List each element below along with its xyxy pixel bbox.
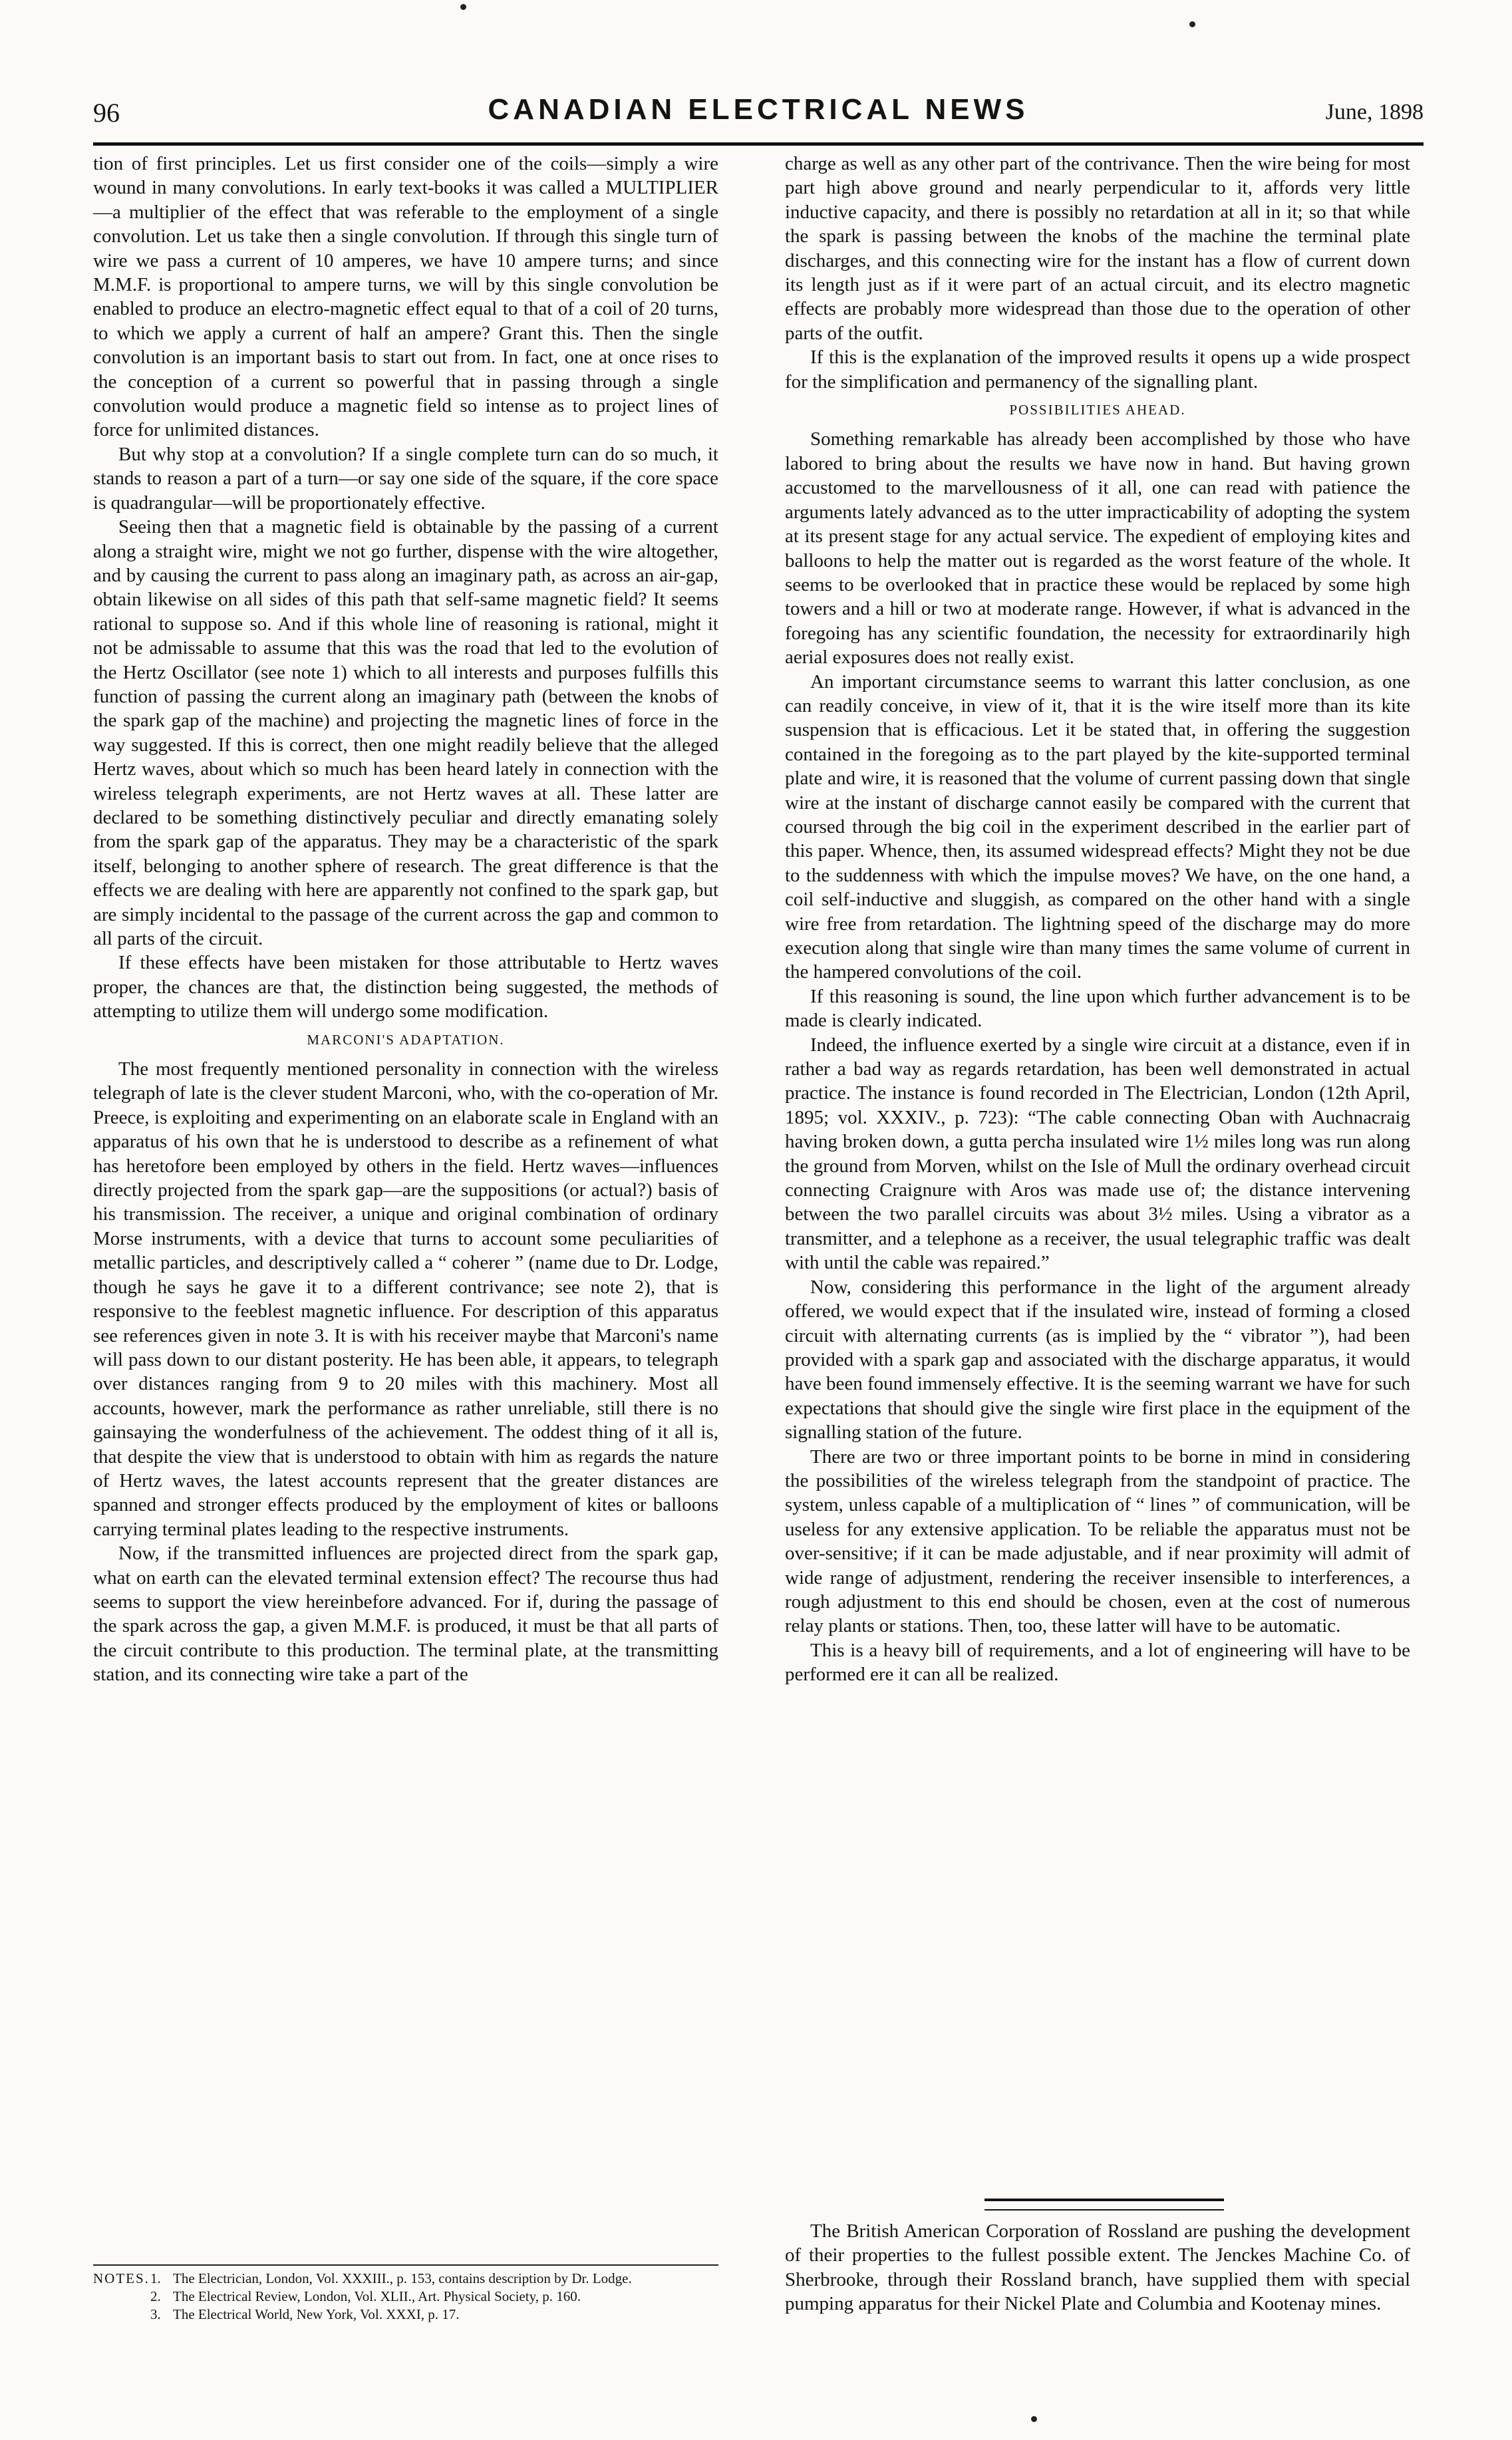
footnote-text: The Electrical Review, London, Vol. XLII., Art. Physical Society, p. 160.	[173, 2288, 581, 2304]
paragraph: Indeed, the influence exerted by a single wire circuit at a distance, even if in rather a bad way as regards retardation, has been well demonstrated in actual practice. The instance is found recorded in The Electrician, London (12th April, 1895; vol. XXXIV., p. 723): “The cable connecting Oban with Auchnacraig having broken down, a gutta percha insulated wire 1½ miles long was run along the ground from Morven, whilst on the Isle of Mull the ordinary overhead circuit connecting Craignure with Aros was made use of; the distance intervening between the two parallel circuits was about 3½ miles. Using a vibrator as a transmitter, and a telephone as a receiver, the usual telegraphic traffic was dealt with until the cable was repaired.”	[785, 1034, 1410, 1274]
paragraph: tion of first principles. Let us first consider one of the coils—simply a wire wound in many convolutions. In early text-books it was called a MULTIPLIER—a multiplier of the effect that was referable to the employment of a single convolution. Let us take then a single convolution. If through this single turn of wire we pass a current of 10 amperes, we have 10 ampere turns; and since M.M.F. is proportional to ampere turns, we will by this single convolution be enabled to produce an electro-magnetic effect equal to that of a coil of 20 turns, to which we apply a current of half an ampere? Grant this. Then the single convolution is an important basis to start out from. In fact, one at once rises to the conception of a current so powerful that in passing through a single convolution would produce a magnetic field so intense as to project lines of force for unlimited distances.	[93, 153, 718, 441]
paragraph: If this is the explanation of the improved results it opens up a wide prospect for the simplification and permanency of the signalling plant.	[785, 347, 1410, 392]
paragraph: But why stop at a convolution? If a single complete turn can do so much, it stands to reason a part of a turn—or say one side of the square, if the core space is quadrangular—will be proportionately effective.	[93, 443, 718, 514]
footnote-number: 1.	[150, 2270, 161, 2286]
paragraph: Now, if the transmitted influences are projected direct from the spark gap, what on earth can the elevated terminal extension effect? The recourse thus had seems to support the view hereinbefore advanced. For if, during the passage of the spark across the gap, a given M.M.F. is produced, it must be that all parts of the circuit contribute to this production. The terminal plate, at the transmitting station, and its connecting wire take a part of the	[93, 1543, 718, 1686]
paragraph: There are two or three important points to be borne in mind in considering the possibilities of the wireless telegraph from the standpoint of practice. The system, unless capable of a multiplication of “ lines ” of communication, will be useless for any extensive application. To be reliable the apparatus must not be over-sensitive; if it can be made adjustable, and if near proximity will admit of wide range of adjustment, rendering the receiver insensible to interferences, a rough adjustment to this end should be chosen, even at the cost of numerous relay plants or stations. Then, too, these latter will have to be automatic.	[785, 1446, 1410, 1637]
footnote-number: 2.	[150, 2288, 161, 2304]
news-item	[785, 2219, 1410, 2316]
section-heading: POSSIBILITIES AHEAD.	[1009, 402, 1186, 418]
paragraph: The most frequently mentioned personality in connection with the wireless telegraph of late is the clever student Marconi, who, with the co-operation of Mr. Preece, is exploiting and experimenting on an elaborate scale in England with an apparatus of his own that he is understood to describe as a refinement of what has heretofore been employed by others in the field. Hertz waves—influences directly projected from the spark gap—are the suppositions (or actual?) basis of his transmission. The receiver, a unique and original combination of ordinary Morse instruments, with a device that turns to account some peculiarities of metallic particles, and descriptively called a “ coherer ” (name due to Dr. Lodge, though he says he gave it to a different contrivance; see note 2), that is responsive to the feeblest magnetic influence. For description of this apparatus see references given in note 3. It is with his receiver maybe that Marconi's name will pass down to our distant posterity. He has been able, it appears, to telegraph over distances ranging from 9 to 20 miles with this machinery. Most all accounts, however, mark the performance as rather unreliable, still there is no gainsaying the wonderfulness of the achievement. The oddest thing of it all is, that despite the view that is understood to obtain with him as regards the nature of Hertz waves, the latest accounts represent that the greater distances are spanned and stronger effects produced by the employment of kites or balloons carrying terminal plates leading to the respective instruments.	[93, 1058, 718, 1540]
footnote-number: 3.	[150, 2306, 161, 2322]
ink-speck	[1189, 21, 1195, 27]
footnote	[93, 2288, 718, 2306]
issue-date: June, 1898	[1325, 100, 1424, 124]
footnote	[93, 2270, 718, 2288]
paragraph: An important circumstance seems to warrant this latter conclusion, as one can readily conceive, in view of it, that it is the wire itself more than its kite suspension that is efficacious. Let it be stated that, in offering the suggestion contained in the foregoing as to the part played by the kite-supported terminal plate and wire, it is reasoned that the volume of current passing down that single wire at the instant of discharge cannot easily be compared with the current that coursed through the big coil in the experiment described in the earlier part of this paper. Whence, then, its assumed widespread effects? Might they not be due to the suddenness with which the impulse moves? We have, on the one hand, a coil self-inductive and sluggish, as compared on the other hand with a single wire free from retardation. The lightning speed of the discharge may do more execution along that single wire than many times the same volume of current in the hampered convolutions of the coil.	[785, 671, 1410, 983]
footnote-text: The Electrician, London, Vol. XXXIII., p. 153, contains description by Dr. Lodge.	[173, 2270, 632, 2286]
paragraph: The British American Corporation of Rossland are pushing the development of their properties to the fullest possible extent. The Jenckes Machine Co. of Sherbrooke, through their Rossland branch, have supplied them with special pumping apparatus for their Nickel Plate and Columbia and Kootenay mines.	[785, 2220, 1410, 2315]
left-column	[93, 152, 718, 1687]
paragraph: Seeing then that a magnetic field is obtainable by the passing of a current along a straight wire, might we not go further, dispense with the wire altogether, and by causing the current to pass along an imaginary path, as across an air-gap, obtain likewise on all sides of this path that self-same magnetic field? It seems rational to suppose so. And if this whole line of reasoning is rational, might it not be admissable to assume that this was the road that led to the evolution of the Hertz Oscillator (see note 1) which to all interests and purposes fulfills this function of passing the current along an imaginary path (between the knobs of the spark gap of the machine) and projecting the magnetic lines of force in the way suggested. If this is correct, then one might readily believe that the alleged Hertz waves, about which so much has been heard lately in connection with the wireless telegraph experiments, are not Hertz waves at all. These latter are declared to be something distinctively peculiar and directly emanating solely from the spark gap of the apparatus. They may be a characteristic of the spark itself, belonging to another sphere of research. The great difference is that the effects we are dealing with here are apparently not confined to the spark gap, but are simply incidental to the passage of the current across the gap and common to all parts of the circuit.	[93, 516, 718, 949]
paragraph: If this reasoning is sound, the line upon which further advancement is to be made is clearly indicated.	[785, 985, 1410, 1032]
running-title: CANADIAN ELECTRICAL NEWS	[488, 93, 1029, 126]
footnote-rule	[93, 2264, 718, 2266]
paragraph: This is a heavy bill of requirements, and a lot of engineering will have to be performed ere it can all be realized.	[785, 1639, 1410, 1686]
page-header	[93, 92, 1424, 138]
paragraph: Something remarkable has already been accomplished by those who have labored to bring about the results we have now in hand. But having grown accustomed to the marvellousness of it all, one can read with patience the arguments lately advanced as to the utter impracticability of adopting the system at its present stage for any actual service. The expedient of employing kites and balloons to help the matter out is regarded as the worst feature of the whole. It seems to be overlooked that in practice these would be replaced by some high towers and a hill or two at moderate range. However, if what is advanced in the foregoing has any scientific foundation, the necessity for extraordinarily high aerial exposures does not really exist.	[785, 428, 1410, 669]
section-heading: MARCONI'S ADAPTATION.	[307, 1031, 505, 1048]
footnotes	[93, 2270, 718, 2324]
footnote-text: The Electrical World, New York, Vol. XXXI, p. 17.	[173, 2306, 460, 2322]
footnote	[93, 2306, 718, 2324]
header-rule	[93, 142, 1424, 146]
footnote-label: NOTES.	[93, 2270, 150, 2286]
right-column	[785, 152, 1410, 1687]
section-divider-rule	[984, 2199, 1224, 2211]
paragraph: charge as well as any other part of the contrivance. Then the wire being for most part high above ground and nearly perpendicular to it, affords very little inductive capacity, and there is possibly no retardation at all in it; so that while the spark is passing between the knobs of the machine the terminal plate discharges, and this connecting wire for the instant has a flow of current down its length just as if it were part of an actual circuit, and its electro magnetic effects are probably more widespread than those due to the operation of other parts of the outfit.	[785, 153, 1410, 344]
ink-speck	[1031, 2416, 1037, 2422]
page-number: 96	[93, 98, 120, 128]
paragraph: Now, considering this performance in the light of the argument already offered, we would expect that if the insulated wire, instead of forming a closed circuit with alternating currents (as is implied by the “ vibrator ”), had been provided with a spark gap and associated with the discharge apparatus, it would have been found immensely effective. It is the seeming warrant we have for such expectations that should give the single wire first place in the equipment of the signalling station of the future.	[785, 1276, 1411, 1444]
ink-speck	[460, 4, 466, 10]
paragraph: If these effects have been mistaken for those attributable to Hertz waves proper, the chances are that, the distinction being suggested, the methods of attempting to utilize them will undergo some modification.	[93, 952, 718, 1022]
